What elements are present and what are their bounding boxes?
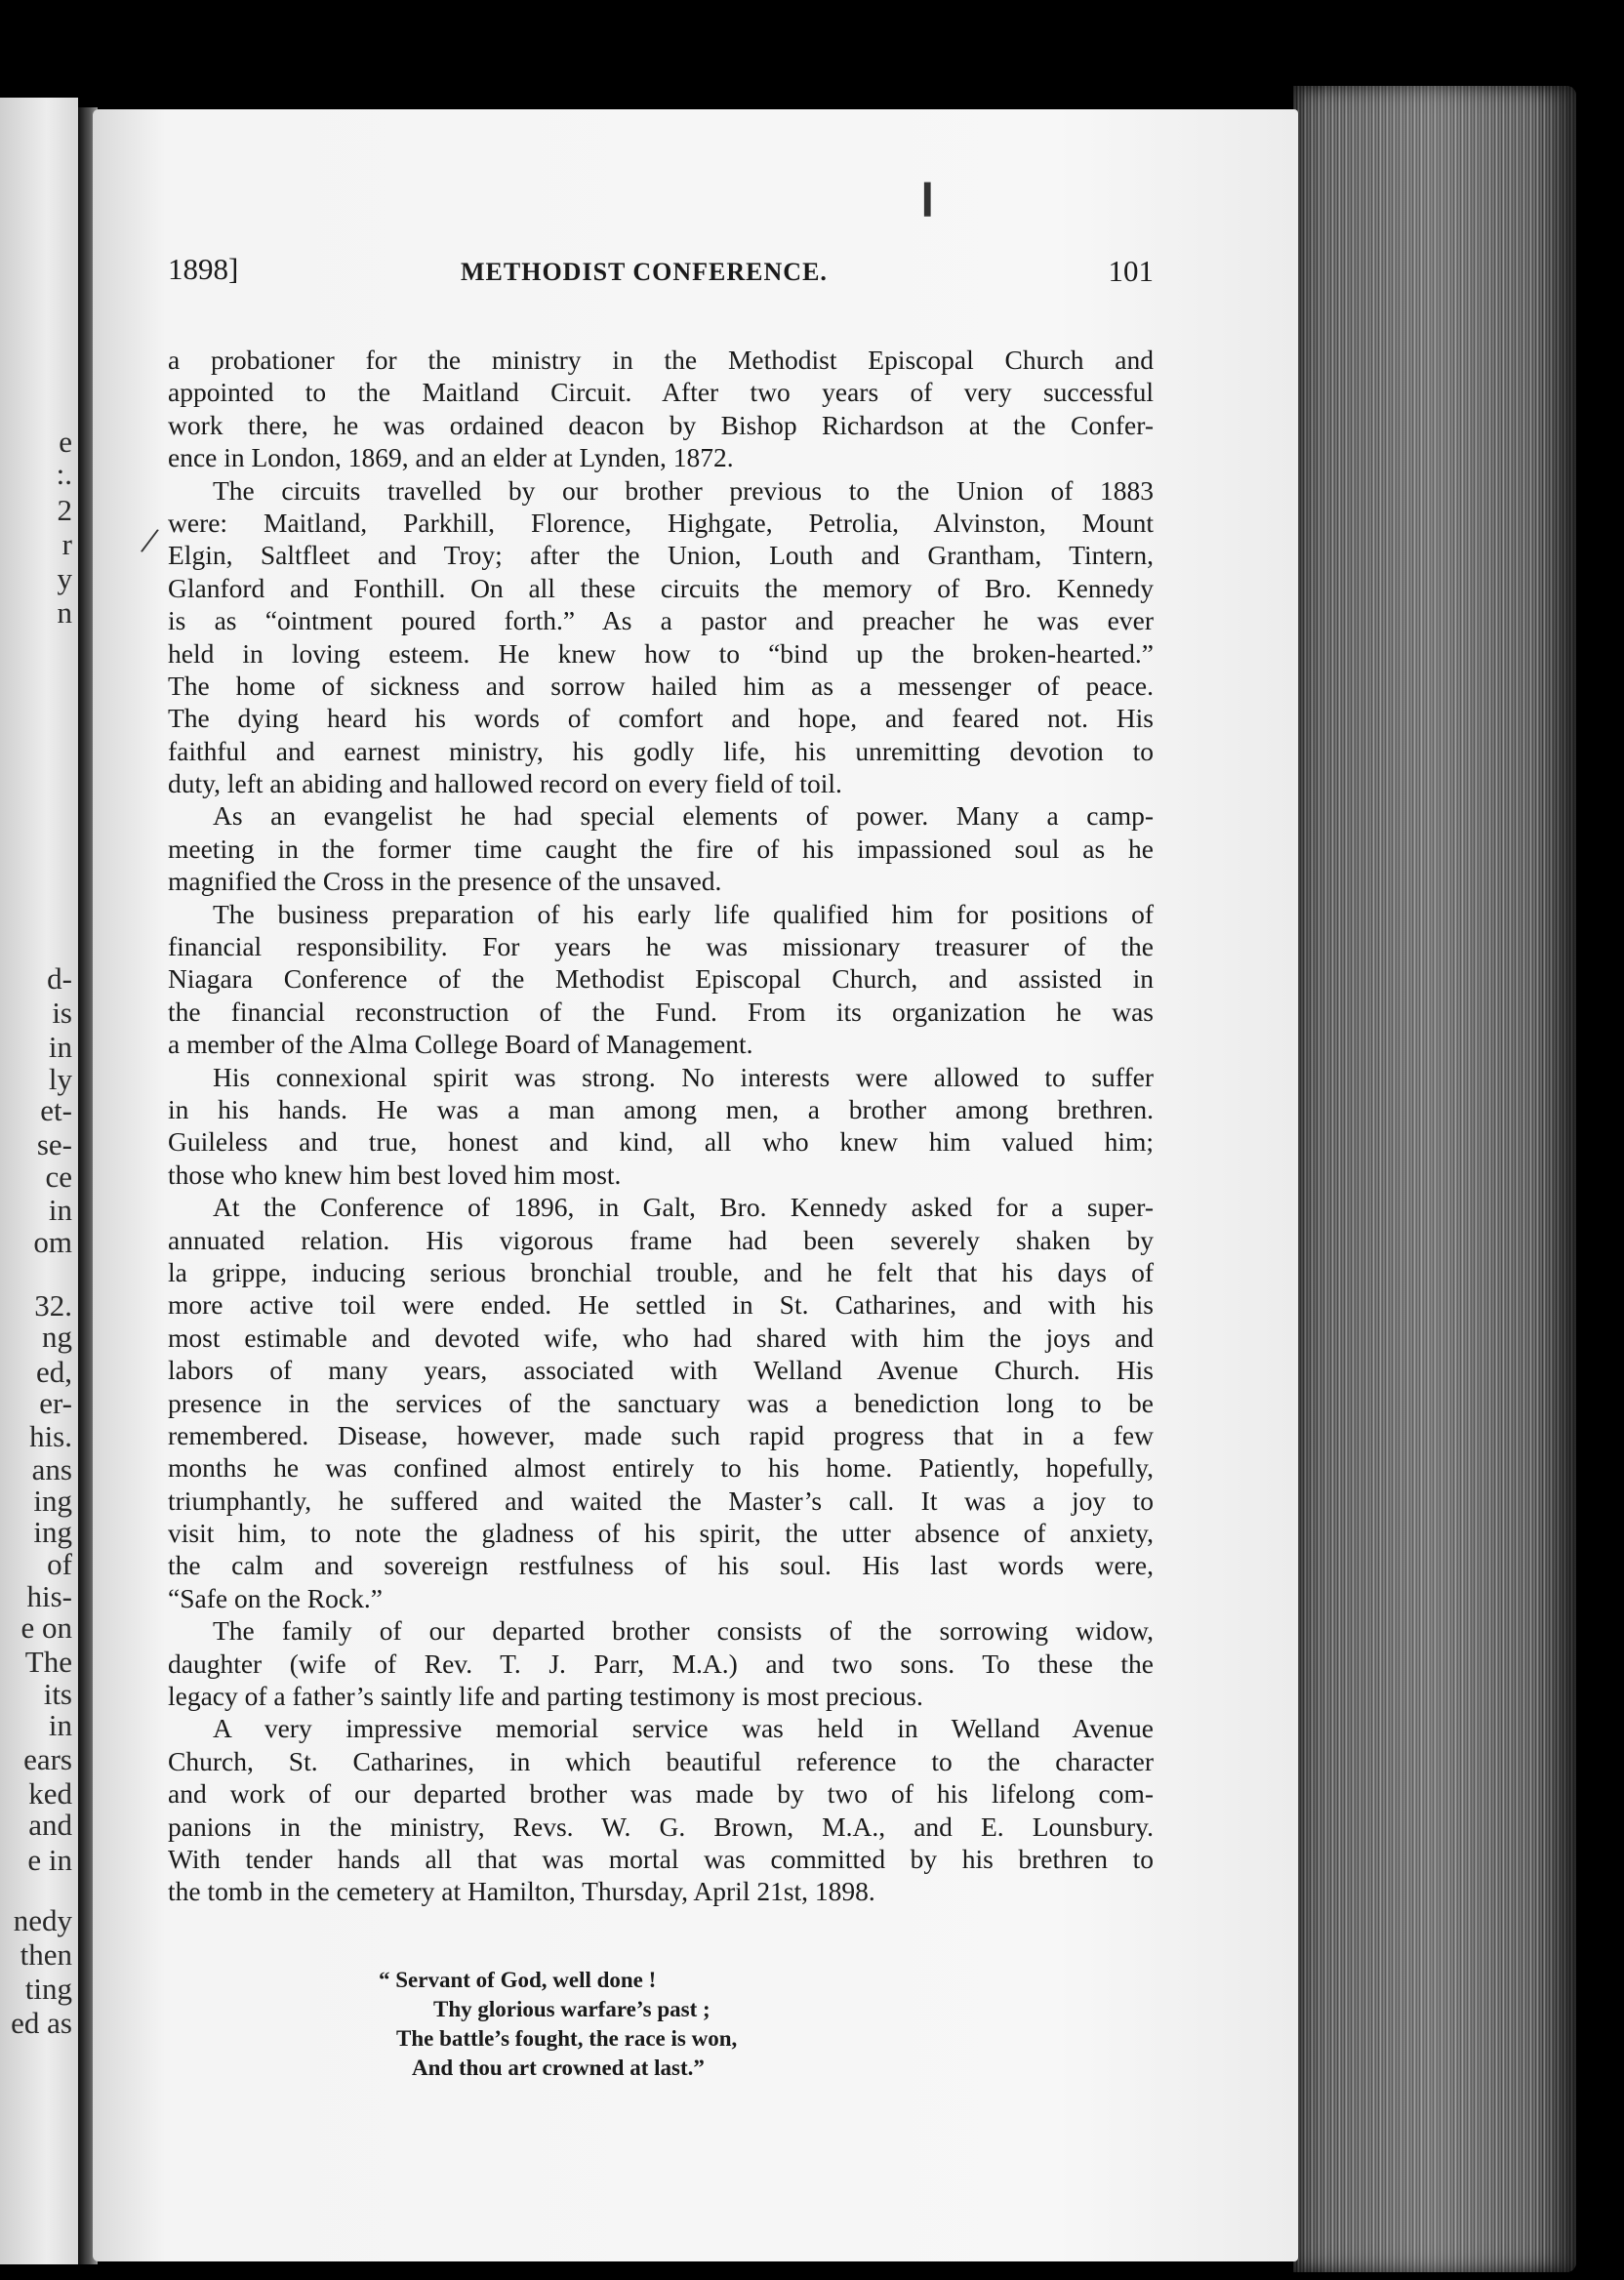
page-number: 101 (1108, 254, 1154, 288)
previous-page-text-fragment: in (48, 1030, 72, 1064)
text-line: legacy of a father’s saintly life and parting testimony is most precious. (168, 1681, 923, 1712)
text-line: visit him, to note the gladness of his spirit, the utter absence of anxiety, (168, 1518, 1154, 1549)
text-line: more active toil were ended. He settled in St. Catharines, and with his (168, 1289, 1154, 1321)
text-line: At the Conference of 1896, in Galt, Bro. Kennedy asked for a super- (213, 1192, 1154, 1223)
text-line: were: Maitland, Parkhill, Florence, Highgate, Petrolia, Alvinston, Mount (168, 507, 1154, 538)
previous-page-text-fragment: nedy (13, 1903, 72, 1937)
text-line: most estimable and devoted wife, who had shared with him the joys and (168, 1322, 1154, 1353)
poem-line: “ Servant of God, well done ! (379, 1968, 657, 1992)
book-page-edges (1293, 86, 1576, 2272)
previous-page-text-fragment: ed as (11, 2006, 72, 2040)
previous-page-text-fragment: et- (40, 1093, 72, 1127)
text-line: magnified the Cross in the presence of the unsaved. (168, 866, 722, 897)
margin-mark: / (138, 517, 162, 563)
text-line: daughter (wife of Rev. T. J. Parr, M.A.) and two sons. To these the (168, 1648, 1154, 1679)
previous-page-text-fragment: :. (56, 457, 72, 491)
text-line: labors of many years, associated with Welland Avenue Church. His (168, 1355, 1154, 1386)
previous-page-text-fragment: e (59, 425, 72, 459)
previous-page-text-fragment: ce (45, 1160, 72, 1194)
text-line: The business preparation of his early life qualified him for positions of (213, 898, 1154, 929)
previous-page-text-fragment: his- (26, 1579, 72, 1613)
text-line: presence in the services of the sanctuary was a benediction long to be (168, 1387, 1154, 1418)
poem-line: The battle’s fought, the race is won, (396, 2026, 738, 2051)
previous-page-text-fragment: ed, (35, 1355, 72, 1389)
text-line: The circuits travelled by our brother previous to the Union of 1883 (213, 474, 1154, 506)
text-line: As an evangelist he had special elements of power. Many a camp- (213, 800, 1154, 832)
text-line: Glanford and Fonthill. On all these circuits the memory of Bro. Kennedy (168, 572, 1154, 603)
text-line: held in loving esteem. He knew how to “bind up the broken-hearted.” (168, 637, 1154, 669)
text-line: la grippe, inducing serious bronchial trouble, and he felt that his days of (168, 1256, 1154, 1287)
text-line: annuated relation. His vigorous frame had been severely shaken by (168, 1224, 1154, 1255)
header-year: 1898] (168, 252, 239, 286)
text-line: A very impressive memorial service was held in Welland Avenue (213, 1713, 1154, 1744)
text-line: is as “ointment poured forth.” As a pastor and preacher he was ever (168, 605, 1154, 636)
text-line: the financial reconstruction of the Fund. From its organization he was (168, 996, 1154, 1027)
previous-page-text-fragment: e on (20, 1610, 72, 1645)
previous-page-text-fragment: ing (33, 1515, 72, 1549)
previous-page-text-fragment: ans (31, 1452, 72, 1486)
previous-page-text-fragment: ng (42, 1320, 72, 1354)
previous-page-text-fragment: in (48, 1708, 72, 1742)
text-line: and work of our departed brother was made by two of his lifelong com- (168, 1778, 1154, 1810)
text-line: the tomb in the cemetery at Hamilton, Thursday, April 21st, 1898. (168, 1876, 875, 1907)
text-line: Elgin, Saltfleet and Troy; after the Union, Louth and Grantham, Tintern, (168, 540, 1154, 571)
text-line: financial responsibility. For years he was missionary treasurer of the (168, 931, 1154, 962)
previous-page-text-fragment: ly (48, 1062, 72, 1096)
previous-page-text-fragment: er- (39, 1386, 72, 1420)
text-line: triumphantly, he suffered and waited the Master’s call. It was a joy to (168, 1485, 1154, 1516)
previous-page-text-fragment: of (47, 1547, 72, 1581)
text-line: The home of sickness and sorrow hailed him as a messenger of peace. (168, 670, 1154, 701)
text-line: With tender hands all that was mortal was committed by his brethren to (168, 1843, 1154, 1874)
text-line: Niagara Conference of the Methodist Episcopal Church, and assisted in (168, 963, 1154, 995)
previous-page-text-fragment: d- (47, 961, 72, 996)
header-title: METHODIST CONFERENCE. (461, 258, 828, 286)
text-line: the calm and sovereign restfulness of his soul. His last words were, (168, 1550, 1154, 1581)
previous-page-text-fragment: se- (36, 1127, 72, 1161)
text-line: panions in the ministry, Revs. W. G. Brown, M.A., and E. Lounsbury. (168, 1811, 1154, 1842)
previous-page-text-fragment: 32. (34, 1288, 72, 1323)
text-line: appointed to the Maitland Circuit. After two years of very successful (168, 377, 1154, 408)
text-line: a member of the Alma College Board of Management. (168, 1029, 753, 1060)
margin-mark: ❙ (914, 180, 942, 216)
previous-page-text-fragment: ting (24, 1972, 72, 2006)
text-line: The dying heard his words of comfort and hope, and feared not. His (168, 703, 1154, 734)
text-line: meeting in the former time caught the fire of his impassioned soul as he (168, 833, 1154, 864)
previous-page-text-fragment: in (48, 1193, 72, 1227)
text-line: His connexional spirit was strong. No interests were allowed to suffer (213, 1061, 1154, 1092)
previous-page-text-fragment: y (57, 561, 72, 595)
previous-page-edge (0, 98, 78, 2264)
previous-page-text-fragment: om (33, 1225, 72, 1259)
text-line: Church, St. Catharines, in which beautiful reference to the character (168, 1745, 1154, 1776)
text-line: duty, left an abiding and hallowed record on every field of toil. (168, 768, 842, 799)
previous-page-text-fragment: then (20, 1937, 72, 1972)
previous-page-text-fragment: e in (27, 1843, 72, 1877)
previous-page-text-fragment: is (52, 996, 72, 1030)
previous-page-text-fragment: ears (23, 1742, 72, 1776)
previous-page-text-fragment: and (28, 1808, 72, 1842)
text-line: remembered. Disease, however, made such rapid progress that in a few (168, 1419, 1154, 1450)
closing-poem (379, 1966, 925, 2083)
poem-line: And thou art crowned at last.” (412, 2056, 705, 2080)
previous-page-text-fragment: n (57, 595, 72, 630)
text-line: in his hands. He was a man among men, a brother among brethren. (168, 1093, 1154, 1124)
previous-page-text-fragment: ked (28, 1776, 72, 1811)
previous-page-text-fragment: his. (29, 1419, 72, 1453)
previous-page-text-fragment: 2 (57, 493, 72, 527)
text-line: a probationer for the ministry in the Methodist Episcopal Church and (168, 345, 1154, 375)
previous-page-text-fragment: its (43, 1677, 72, 1711)
text-line: ence in London, 1869, and an elder at Lynden, 1872. (168, 442, 734, 473)
body-text (168, 344, 1154, 1908)
text-line: months he was confined almost entirely to his home. Patiently, hopefully, (168, 1452, 1154, 1484)
previous-page-text-fragment: r (61, 527, 72, 561)
text-line: Guileless and true, honest and kind, all who knew him valued him; (168, 1126, 1154, 1158)
text-line: “Safe on the Rock.” (168, 1582, 383, 1613)
text-line: those who knew him best loved him most. (168, 1159, 622, 1190)
previous-page-text-fragment: The (24, 1645, 72, 1679)
running-header (168, 252, 1154, 301)
text-line: work there, he was ordained deacon by Bishop Richardson at the Confer- (168, 409, 1154, 440)
previous-page-text-fragment: ing (33, 1484, 72, 1518)
poem-line: Thy glorious warfare’s past ; (433, 1997, 710, 2021)
text-line: The family of our departed brother consists of the sorrowing widow, (213, 1615, 1154, 1647)
text-line: faithful and earnest ministry, his godly life, his unremitting devotion to (168, 735, 1154, 766)
